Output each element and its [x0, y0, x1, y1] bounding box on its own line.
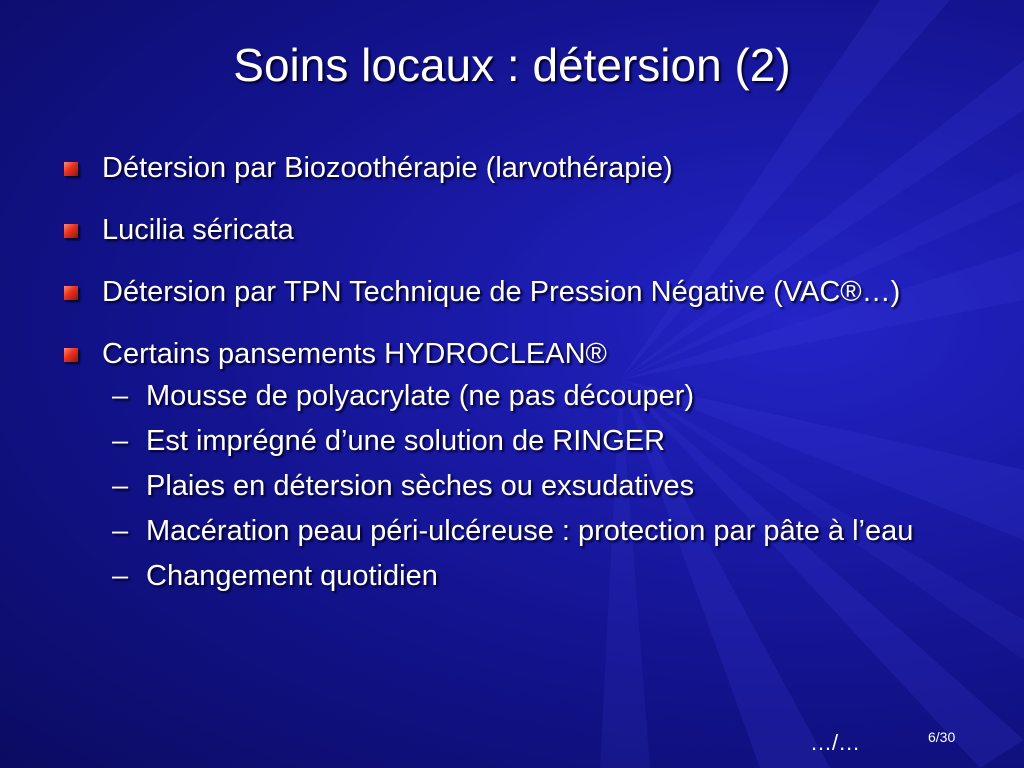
- bullet-item: [60, 212, 960, 248]
- dash-marker: –: [112, 515, 129, 547]
- bullet-item: [60, 336, 960, 372]
- bullet-item: [60, 274, 960, 310]
- bullet-item: [60, 150, 960, 186]
- sub-bullet-text: Est imprégné d’une solution de RINGER: [146, 425, 666, 457]
- continuation-marker: …/…: [810, 730, 861, 755]
- red-square-bullet-icon: [64, 162, 78, 176]
- dash-marker: –: [112, 470, 129, 502]
- bullet-text: Détersion par Biozoothérapie (larvothérapie): [102, 152, 673, 184]
- sub-bullet-item: [60, 513, 960, 549]
- bullet-text: Certains pansements HYDROCLEAN®: [102, 338, 607, 370]
- red-square-bullet-icon: [64, 224, 78, 238]
- slide-body: [60, 150, 960, 603]
- sub-bullet-text: Macération peau péri-ulcéreuse : protection par pâte à l’eau: [146, 515, 914, 547]
- red-square-bullet-icon: [64, 286, 78, 300]
- sub-bullet-item: [60, 468, 960, 504]
- sub-bullet-text: Changement quotidien: [146, 560, 438, 592]
- dash-marker: –: [112, 560, 129, 592]
- sub-bullet-item: [60, 558, 960, 594]
- page-number: 6/30: [928, 729, 956, 745]
- slide-title: Soins locaux : détersion (2): [233, 39, 791, 91]
- sub-bullet-text: Mousse de polyacrylate (ne pas découper): [146, 380, 695, 412]
- sub-bullet-text: Plaies en détersion sèches ou exsudatives: [146, 470, 695, 502]
- sub-bullet-item: [60, 423, 960, 459]
- dash-marker: –: [112, 380, 129, 412]
- sub-bullet-item: [60, 378, 960, 414]
- bullet-text: Lucilia séricata: [102, 214, 294, 246]
- bullet-text: Détersion par TPN Technique de Pression Négative (VAC®…): [102, 276, 901, 308]
- dash-marker: –: [112, 425, 129, 457]
- red-square-bullet-icon: [64, 348, 78, 362]
